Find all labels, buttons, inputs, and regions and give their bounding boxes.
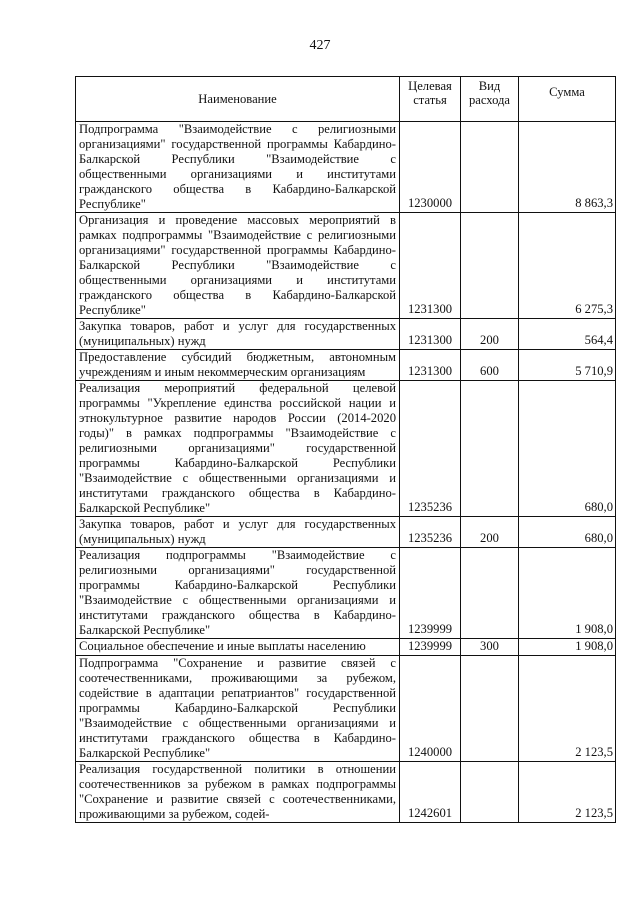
row-expense-type: [461, 548, 519, 639]
row-name: Закупка товаров, работ и услуг для государственных (муниципальных) нужд: [76, 319, 400, 350]
row-name: Предоставление субсидий бюджетным, автономным учреждениям и иным некоммерческим организациям: [76, 350, 400, 381]
table-row: [76, 762, 616, 823]
row-sum: 8 863,3: [519, 122, 616, 213]
row-sum: 2 123,5: [519, 656, 616, 762]
table-row: [76, 517, 616, 548]
row-article: 1230000: [400, 122, 461, 213]
row-sum: 5 710,9: [519, 350, 616, 381]
row-name: Организация и проведение массовых мероприятий в рамках подпрограммы "Взаимодействие с религиозными организациями" государственной программы Кабардино-Балкарской Республики "Взаимодействие с общественными организациями и институтами гражданского общества в Кабардино-Балкарской Республике": [76, 213, 400, 319]
row-name: Реализация мероприятий федеральной целевой программы "Укрепление единства российской нации и этнокультурное развитие народов России (2014-2020 годы)" в рамках подпрограммы "Взаимодействие с религиозными организациями" государственной программы Кабардино-Балкарской Республики "Взаимодействие с общественными организациями и институтами гражданского общества в Кабардино-Балкарской Республике": [76, 381, 400, 517]
row-expense-type: [461, 122, 519, 213]
row-expense-type: 600: [461, 350, 519, 381]
header-sum: Сумма: [519, 77, 616, 122]
row-name: Закупка товаров, работ и услуг для государственных (муниципальных) нужд: [76, 517, 400, 548]
table-row: [76, 656, 616, 762]
table-header: [76, 77, 616, 122]
row-article: 1235236: [400, 381, 461, 517]
row-expense-type: [461, 381, 519, 517]
row-article: 1231300: [400, 319, 461, 350]
table-row: [76, 548, 616, 639]
table-body: [76, 122, 616, 823]
row-name: Реализация государственной политики в отношении соотечественников за рубежом в рамках подпрограммы "Сохранение и развитие связей с соотечественниками, проживающими за рубежом, содей-: [76, 762, 400, 823]
row-sum: 1 908,0: [519, 639, 616, 656]
page-number: 427: [309, 38, 331, 53]
table-row: [76, 213, 616, 319]
header-expense-type: Вид расхода: [461, 77, 519, 122]
row-article: 1235236: [400, 517, 461, 548]
row-name: Социальное обеспечение и иные выплаты населению: [76, 639, 400, 656]
table-row: [76, 122, 616, 213]
row-article: 1231300: [400, 350, 461, 381]
row-article: 1239999: [400, 548, 461, 639]
header-row: [76, 77, 616, 122]
table-row: [76, 319, 616, 350]
row-article: 1242601: [400, 762, 461, 823]
row-expense-type: 200: [461, 319, 519, 350]
row-sum: 680,0: [519, 381, 616, 517]
row-sum: 564,4: [519, 319, 616, 350]
row-sum: 1 908,0: [519, 548, 616, 639]
budget-table: [75, 76, 616, 823]
table-row: [76, 639, 616, 656]
row-name: Реализация подпрограммы "Взаимодействие с религиозными организациями" государственной программы Кабардино-Балкарской Республики "Взаимодействие с общественными организациями и институтами гражданского общества в Кабардино-Балкарской Республике": [76, 548, 400, 639]
row-expense-type: [461, 213, 519, 319]
row-article: 1239999: [400, 639, 461, 656]
row-sum: 6 275,3: [519, 213, 616, 319]
row-name: Подпрограмма "Взаимодействие с религиозными организациями" государственной программы Кабардино-Балкарской Республики "Взаимодействие с общественными организациями и институтами гражданского общества в Кабардино-Балкарской Республике": [76, 122, 400, 213]
header-article: Целевая статья: [400, 77, 461, 122]
row-expense-type: 200: [461, 517, 519, 548]
row-expense-type: 300: [461, 639, 519, 656]
header-name: Наименование: [76, 77, 400, 122]
row-name: Подпрограмма "Сохранение и развитие связей с соотечественниками, проживающими за рубежом, содействие в адаптации репатриантов" государственной программы Кабардино-Балкарской Республики "Взаимодействие с общественными организациями и институтами гражданского общества в Кабардино-Балкарской Республике": [76, 656, 400, 762]
row-sum: 2 123,5: [519, 762, 616, 823]
table-row: [76, 381, 616, 517]
row-sum: 680,0: [519, 517, 616, 548]
row-article: 1240000: [400, 656, 461, 762]
row-expense-type: [461, 762, 519, 823]
table-row: [76, 350, 616, 381]
row-expense-type: [461, 656, 519, 762]
row-article: 1231300: [400, 213, 461, 319]
